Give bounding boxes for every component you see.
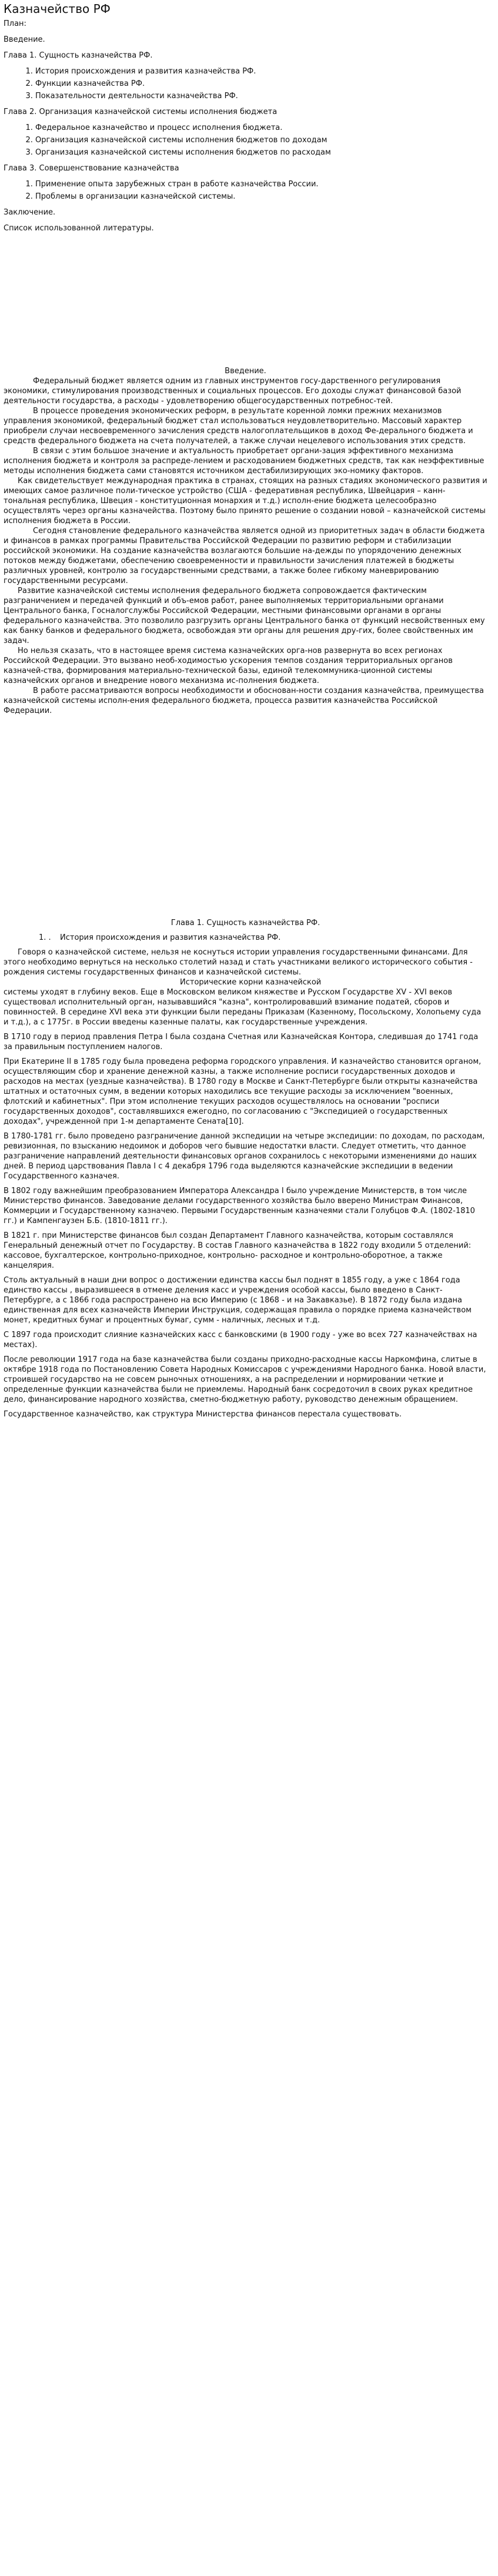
list-item: 2. Функции казначейства РФ.	[35, 79, 487, 89]
chapter-1-subheading	[4, 933, 487, 943]
list-item: 3. Показательности деятельности казначейства РФ.	[35, 91, 487, 101]
list-item: 1. Федеральное казначейство и процесс исполнения бюджета.	[35, 123, 487, 133]
intro-paragraph: Сегодня становление федерального казначейства является одной из приоритетных задач в области бюджета и финансов в рамках программы Правительства Российской Федерации по развитию реформ и стабилизации российской экономики. На создание казначейства возлагаются большие на-дежды по упорядочению денежных потоков между бюджетами, обеспечению своевременности и правильности зачисления платежей в бюджеты различных уровней, контролю за государственными средствами, а также более гибкому маневрированию государственными ресурсами.	[4, 527, 485, 585]
chapter-paragraph: В 1780-1781 гг. было проведено разграничение данной экспедиции на четыре экспедиции: по доходам, по расходам, ревизионная, по взысканию недоимок и доборов чего бывшие недостатки власти. Следует отметить, что данное разграничение направлений деятельности финансовых органов сохранилось с некоторыми изменениями до наших дней. В период царствования Павла I с 4 декабря 1796 года выделяются казначейские экспедиции в ведении Государственного казначея.	[4, 1132, 485, 1181]
table-of-contents	[4, 51, 487, 233]
intro-paragraph: В процессе проведения экономических реформ, в результате коренной ломки прежних механизмов управления экономикой, федеральный бюджет стал использоваться неудовлетворительно. Массовый характер приобрели случаи несвоевременного зачисления средств налогоплательщиков в доход Фе-дерального бюджета и средств федерального бюджета на счета получателей, а также случаи нецелевого использования этих средств.	[4, 407, 473, 445]
conclusion-label: Заключение.	[4, 208, 56, 217]
part-list-3	[4, 179, 487, 202]
chapter-paragraph: системы уходят в глубину веков. Еще в Московском великом княжестве и Русском Государстве XV - XVI веков существовал исполнительный орган, называвшийся "казна", контролировавший взимание податей, сборов и повинностей. В середине XVI века эти функции были переданы Приказам (Казенному, Посольскому, Холопьему суда и т.д.), а с 1775г. в России введены казенные палаты, как государственные учреждения.	[4, 988, 482, 1027]
list-item: 2. Организация казначейской системы исполнения бюджетов по доходам	[35, 135, 487, 145]
introduction-section	[4, 366, 487, 716]
part-heading-2: Глава 2. Организация казначейской системы исполнения бюджета	[4, 108, 278, 116]
intro-label: Введение.	[4, 35, 45, 44]
intro-paragraph: В связи с этим большое значение и актуальность приобретает органи-зация эффективного механизма исполнения бюджета и контроля за распреде-лением и расходованием бюджетных средств, так как неэффективные методы исполнения бюджета сами становятся источником дестабилизирующих эко-номику факторов.	[4, 447, 484, 475]
part-list-1	[4, 66, 487, 101]
literature-label: Список использованной литературы.	[4, 224, 154, 233]
subheading-text: История происхождения и развития казначейства РФ.	[60, 933, 281, 942]
part-list-2	[4, 123, 487, 158]
chapter-paragraph: Говоря о казначейской системе, нельзя не коснуться истории управления государственными финансами. Для этого необходимо вернуться на несколько столетий назад и стать участниками великого исторического события - рождения системы государственных финансов и казначейской системы.	[4, 948, 473, 977]
chapter-1-heading: Глава 1. Сущность казначейства РФ.	[171, 919, 320, 927]
intro-paragraph: Но нельзя сказать, что в настоящее время система казначейских орга-нов развернута во всех регионах Российской Федерации. Это вызвано необ-ходимостью ускорения темпов создания территориальных органов казначей-ства, формирования материально-технической базы, единой телекоммуника-ционной системы казначейских органов и внедрение нового механизма ис-полнения бюджета.	[4, 646, 453, 685]
plan-label: План:	[4, 19, 26, 28]
chapter-paragraph: В 1802 году важнейшим преобразованием Императора Александра I было учреждение Министерств, в том числе Министерство финансов. Заведование делами государственного хозяйства было вверено Министрам Финансов, Коммерции и Государственному казначею. Первыми Государственным казначеями стали Голубцов Ф.А. (1802-1810 гг.) и Кампенгаузен Б.Б. (1810-1811 гг.).	[4, 1187, 475, 1225]
chapter-paragraph: В 1821 г. при Министерстве финансов был создан Департамент Главного казначейства, которым составлялся Генеральный денежный отчет по Государству. В состав Главного казначейства в 1822 году входили 5 отделений: кассовое, бухгалтерское, контрольно-приходное, контрольно- расходное и контрольно-оборотное, а также канцелярия.	[4, 1231, 472, 1270]
chapter-paragraph-right: Исторические корни казначейской	[180, 978, 322, 987]
chapter-paragraph: Столь актуальный в наши дни вопрос о достижении единства кассы был поднят в 1855 году, а уже с 1864 года единство кассы , выразившееся в отмене деления касс и учреждения особой кассы, было введено в Санкт-Петербурге, а с 1866 года распространено на всю Империю (с 1868 - и на Закавказье). В 1872 году была издана единственная для всех казначейств Империи Инструкция, содержащая правила о порядке приема казначейством монет, кредитных бумаг и процентных бумаг, сумм - наличных, лесных и т.д.	[4, 1276, 472, 1325]
intro-paragraph: В работе рассматриваются вопросы необходимости и обоснован-ности создания казначейства, преимущества казначейской системы исполн-ения федерального бюджета, процесса развития казначейства Российской Федерации.	[4, 686, 484, 715]
chapter-paragraph: После революции 1917 года на базе казначейства были созданы приходно-расходные кассы Наркомфина, слитые в октябре 1918 года по Постановлению Совета Народных Комиссаров с учреждениями Народного банка. Новой власти, строившей государство на не совсем рыночных отношениях, а на распределении и нормировании четкие и определенные функции казначейства были не приемлемы. Народный банк сосредоточил в своих руках кредитное дело, финансирование народного хозяйства, сметно-бюджетную работу, руководство денежным обращением.	[4, 1355, 486, 1404]
intro-paragraph: Как свидетельствует международная практика в странах, стоящих на разных стадиях экономического развития и имеющих самое различное поли-тическое устройство (США - федеративная республика, Швейцария – канн-тональная республика, Швеция - конституционная монархия и т.д.) исполн-ение бюджета целесообразно осуществлять через органы казначейства. Поэтому было принято решение о создании новой – казначейской системы исполнения бюджета в России.	[4, 477, 487, 525]
list-item: 1. Применение опыта зарубежных стран в работе казначейства России.	[35, 179, 487, 189]
chapter-1-section	[4, 918, 487, 1419]
chapter-paragraph: Государственное казначейство, как структура Министерства финансов перестала существовать.	[4, 1410, 402, 1419]
intro-heading: Введение.	[225, 367, 266, 376]
part-heading-3: Глава 3. Совершенствование казначейства	[4, 164, 179, 173]
chapter-paragraph: С 1897 года происходит слияние казначейских касс с банковскими (в 1900 году - уже во всех 727 казначействах на местах).	[4, 1331, 477, 1349]
chapter-paragraph: В 1710 году в период правления Петра I была создана Счетная или Казначейская Контора, следившая до 1741 года за правильным поступлением налогов.	[4, 1033, 479, 1051]
chapter-paragraph: При Екатерине II в 1785 году была проведена реформа городского управления. И казначейство становится органом, осуществляющим сбор и хранение денежной казны, а также исполнение росписи государственных доходов и расходов на местах (уездные казначейства). В 1780 году в Москве и Санкт-Петербурге были открыты казначейства штатных и остаточных сумм, в ведении которых находились все текущие расходы за исключением "военных, флотский и кабинетных". При этом исполнение текущих расходов осуществлялось на основании "росписи государственных доходов", составлявшихся ежегодно, по согласованию с "Экспедицией о государственных доходах", учрежденной при 1-м департаменте Сената[10].	[4, 1057, 482, 1126]
intro-paragraph: Развитие казначейской системы исполнения федерального бюджета сопровождается фактическим разграничением и передачей функций и объ-емов работ, ранее выполняемых территориальными органами Центрального банка, Госналогслужбы Российской Федерации, местными финансовыми органами в органы федерального казначейства. Это позволило разгрузить органы Центрального банка от функций несвойственных ему как банку банков и федерального бюджета, освобождая эти органы для решения дру-гих, более свойственных им задач.	[4, 587, 485, 645]
part-heading-1: Глава 1. Сущность казначейства РФ.	[4, 51, 153, 60]
list-item: 2. Проблемы в организации казначейской системы.	[35, 192, 487, 202]
list-item: 1. История происхождения и развития казначейства РФ.	[35, 66, 487, 76]
subheading-number: 1. .	[39, 933, 51, 942]
document-title: Казначейство РФ	[4, 2, 111, 16]
list-item: 3. Организация казначейской системы исполнения бюджетов по расходам	[35, 148, 487, 158]
intro-paragraph: Федеральный бюджет является одним из главных инструментов госу-дарственного регулирования экономики, стимулирования производственных и социальных процессов. Его доходы служат финансовой базой деятельности государства, а расходы - удовлетворению общегосударственных потребнос-тей.	[4, 377, 462, 406]
